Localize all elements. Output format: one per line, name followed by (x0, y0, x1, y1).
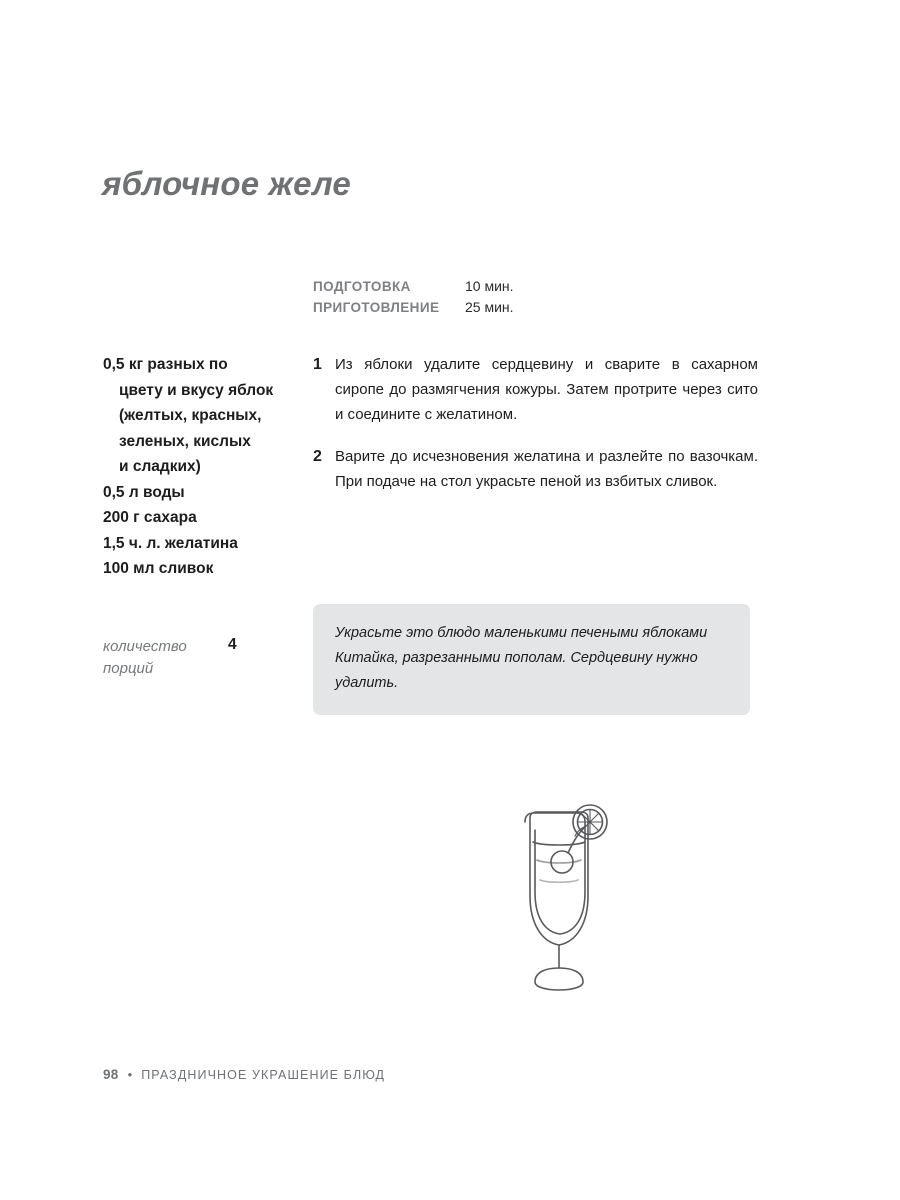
timing-row-prep (313, 278, 613, 294)
servings-label: количество порций (103, 638, 187, 677)
list-item: и сладких) (119, 458, 201, 475)
list-item: (желтых, красных, (119, 407, 262, 424)
list-item: зеленых, кислых (119, 432, 251, 450)
timing-value-prep: 10 мин. (465, 278, 514, 294)
timing-block (313, 278, 613, 320)
page-number: 98 (103, 1067, 119, 1082)
timing-label-prep: ПОДГОТОВКА (313, 279, 411, 294)
tip-box (313, 604, 750, 715)
timing-row-cook (313, 299, 613, 315)
footer-section-title: ПРАЗДНИЧНОЕ УКРАШЕНИЕ БЛЮД (141, 1068, 386, 1082)
step-item (313, 444, 758, 494)
cocktail-glass-icon (480, 800, 640, 1000)
list-item: 1,5 ч. л. желатина (103, 534, 238, 552)
footer-separator: • (127, 1067, 133, 1082)
list-item: цвету и вкусу яблок (119, 381, 274, 399)
timing-value-cook: 25 мин. (465, 299, 514, 315)
steps-list (313, 352, 758, 511)
step-number: 2 (313, 448, 322, 465)
list-item: 0,5 кг разных по (103, 356, 228, 373)
servings-block (103, 636, 293, 680)
timing-label-cook: ПРИГОТОВЛЕНИЕ (313, 300, 440, 315)
step-text: Из яблоки удалите сердцевину и сварите в сахарном сиропе до размягчения кожуры. Затем протрите через сито и соедините с желатином. (335, 356, 758, 423)
step-text: Варите до исчезновения желатина и разлейте по вазочкам. При подаче на стол украсьте пеной из взбитых сливок. (335, 448, 758, 490)
servings-value: 4 (228, 636, 237, 653)
footer (103, 1067, 385, 1082)
list-item: 100 мл сливок (103, 560, 214, 577)
step-item (313, 352, 758, 427)
ingredients-list (103, 352, 303, 582)
list-item: 0,5 л воды (103, 483, 185, 501)
tip-text: Украсьте это блюдо маленькими печеными яблоками Китайка, разрезанными пополам. Сердцевину нужно удалить. (335, 625, 708, 691)
page-title: яблочное желе (102, 165, 351, 203)
step-number: 1 (313, 356, 322, 373)
list-item: 200 г сахара (103, 509, 197, 526)
